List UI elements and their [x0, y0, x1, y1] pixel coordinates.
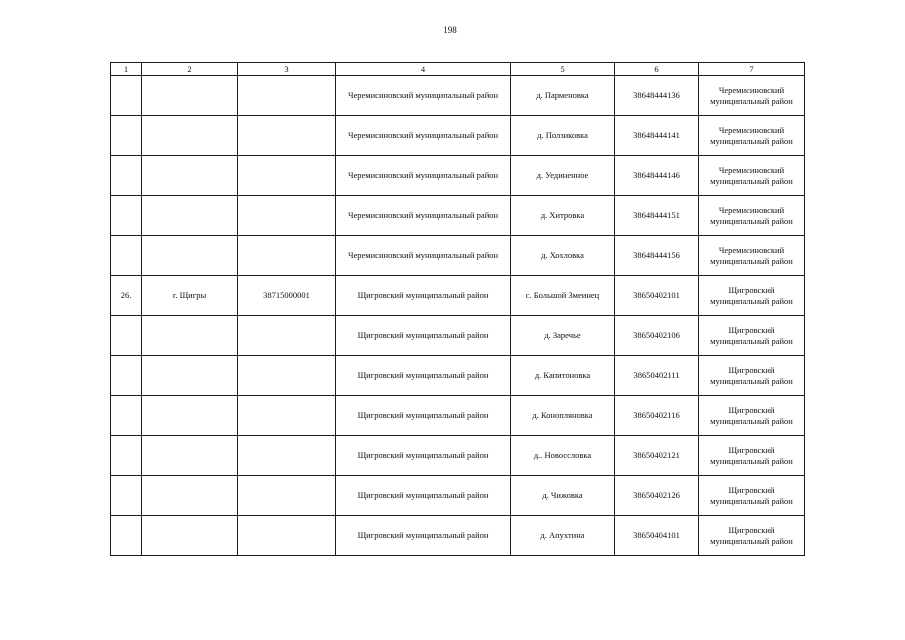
cell-settlement-code: 38650402106 [615, 316, 699, 356]
table-header [111, 63, 805, 76]
cell-settlement: д. Чижовка [511, 476, 615, 516]
cell-municipality: Черемисиновский муниципальный район [699, 116, 805, 156]
cell-city-code [238, 436, 336, 476]
cell-city-code: 38715000001 [238, 276, 336, 316]
cell-city [142, 76, 238, 116]
cell-city-code [238, 516, 336, 556]
column-header-3: 3 [238, 63, 336, 76]
column-header-6: 6 [615, 63, 699, 76]
cell-settlement: д. Хохловка [511, 236, 615, 276]
cell-number [111, 156, 142, 196]
cell-district: Щигровский муниципальный район [336, 516, 511, 556]
header-row [111, 63, 805, 76]
cell-settlement-code: 38650402116 [615, 396, 699, 436]
cell-number [111, 76, 142, 116]
cell-municipality: Щигровский муниципальный район [699, 396, 805, 436]
cell-settlement-code: 38650404101 [615, 516, 699, 556]
cell-municipality: Щигровский муниципальный район [699, 516, 805, 556]
cell-settlement-code: 38648444146 [615, 156, 699, 196]
cell-city [142, 476, 238, 516]
cell-city-code [238, 356, 336, 396]
cell-number [111, 356, 142, 396]
cell-settlement-code: 38650402121 [615, 436, 699, 476]
cell-city-code [238, 316, 336, 356]
cell-district: Черемисиновский муниципальный район [336, 236, 511, 276]
cell-settlement: д. Конопляновка [511, 396, 615, 436]
cell-city [142, 396, 238, 436]
cell-municipality: Щигровский муниципальный район [699, 316, 805, 356]
cell-district: Щигровский муниципальный район [336, 476, 511, 516]
cell-settlement-code: 38648444151 [615, 196, 699, 236]
cell-district: Щигровский муниципальный район [336, 316, 511, 356]
cell-district: Черемисиновский муниципальный район [336, 76, 511, 116]
table-row [111, 156, 805, 196]
column-header-1: 1 [111, 63, 142, 76]
cell-city-code [238, 476, 336, 516]
cell-municipality: Черемисиновский муниципальный район [699, 236, 805, 276]
cell-city-code [238, 156, 336, 196]
cell-district: Щигровский муниципальный район [336, 436, 511, 476]
cell-number [111, 116, 142, 156]
cell-city [142, 436, 238, 476]
cell-city [142, 196, 238, 236]
cell-settlement: с. Большой Змеинец [511, 276, 615, 316]
table-row [111, 316, 805, 356]
cell-municipality: Щигровский муниципальный район [699, 356, 805, 396]
cell-district: Щигровский муниципальный район [336, 276, 511, 316]
cell-municipality: Черемисиновский муниципальный район [699, 76, 805, 116]
cell-city: г. Щигры [142, 276, 238, 316]
cell-settlement: д. Уединенное [511, 156, 615, 196]
cell-district: Щигровский муниципальный район [336, 356, 511, 396]
cell-city [142, 156, 238, 196]
cell-settlement: д.. Новоссловка [511, 436, 615, 476]
cell-city-code [238, 396, 336, 436]
cell-number [111, 196, 142, 236]
cell-city-code [238, 196, 336, 236]
cell-settlement: д. Хитровка [511, 196, 615, 236]
cell-settlement: д. Заречье [511, 316, 615, 356]
table-body [111, 76, 805, 556]
cell-number [111, 516, 142, 556]
cell-municipality: Черемисиновский муниципальный район [699, 156, 805, 196]
cell-settlement-code: 38648444141 [615, 116, 699, 156]
table-row [111, 276, 805, 316]
cell-number [111, 236, 142, 276]
cell-district: Черемисиновский муниципальный район [336, 156, 511, 196]
cell-settlement: д. Ползиковка [511, 116, 615, 156]
table-row [111, 196, 805, 236]
cell-number [111, 316, 142, 356]
cell-settlement: д. Парменовка [511, 76, 615, 116]
cell-settlement-code: 38650402101 [615, 276, 699, 316]
cell-municipality: Щигровский муниципальный район [699, 436, 805, 476]
cell-city-code [238, 236, 336, 276]
register-table [110, 62, 805, 556]
column-header-5: 5 [511, 63, 615, 76]
column-header-7: 7 [699, 63, 805, 76]
cell-city-code [238, 116, 336, 156]
table-row [111, 356, 805, 396]
cell-city [142, 516, 238, 556]
cell-settlement-code: 38648444136 [615, 76, 699, 116]
cell-city [142, 236, 238, 276]
column-header-4: 4 [336, 63, 511, 76]
table-row [111, 476, 805, 516]
table-row [111, 236, 805, 276]
cell-settlement: д. Капитоновка [511, 356, 615, 396]
cell-district: Черемисиновский муниципальный район [336, 116, 511, 156]
page-number: 198 [443, 25, 457, 35]
cell-number [111, 396, 142, 436]
table-row [111, 396, 805, 436]
cell-city [142, 116, 238, 156]
cell-municipality: Щигровский муниципальный район [699, 276, 805, 316]
cell-settlement: д. Апухтина [511, 516, 615, 556]
cell-municipality: Щигровский муниципальный район [699, 476, 805, 516]
cell-number: 26. [111, 276, 142, 316]
table-row [111, 436, 805, 476]
table-row [111, 116, 805, 156]
table-row [111, 516, 805, 556]
cell-settlement-code: 38648444156 [615, 236, 699, 276]
table-row [111, 76, 805, 116]
cell-city [142, 316, 238, 356]
cell-number [111, 476, 142, 516]
cell-number [111, 436, 142, 476]
cell-municipality: Черемисиновский муниципальный район [699, 196, 805, 236]
cell-district: Щигровский муниципальный район [336, 396, 511, 436]
cell-district: Черемисиновский муниципальный район [336, 196, 511, 236]
cell-city [142, 356, 238, 396]
cell-settlement-code: 38650402126 [615, 476, 699, 516]
cell-city-code [238, 76, 336, 116]
cell-settlement-code: 38650402111 [615, 356, 699, 396]
column-header-2: 2 [142, 63, 238, 76]
